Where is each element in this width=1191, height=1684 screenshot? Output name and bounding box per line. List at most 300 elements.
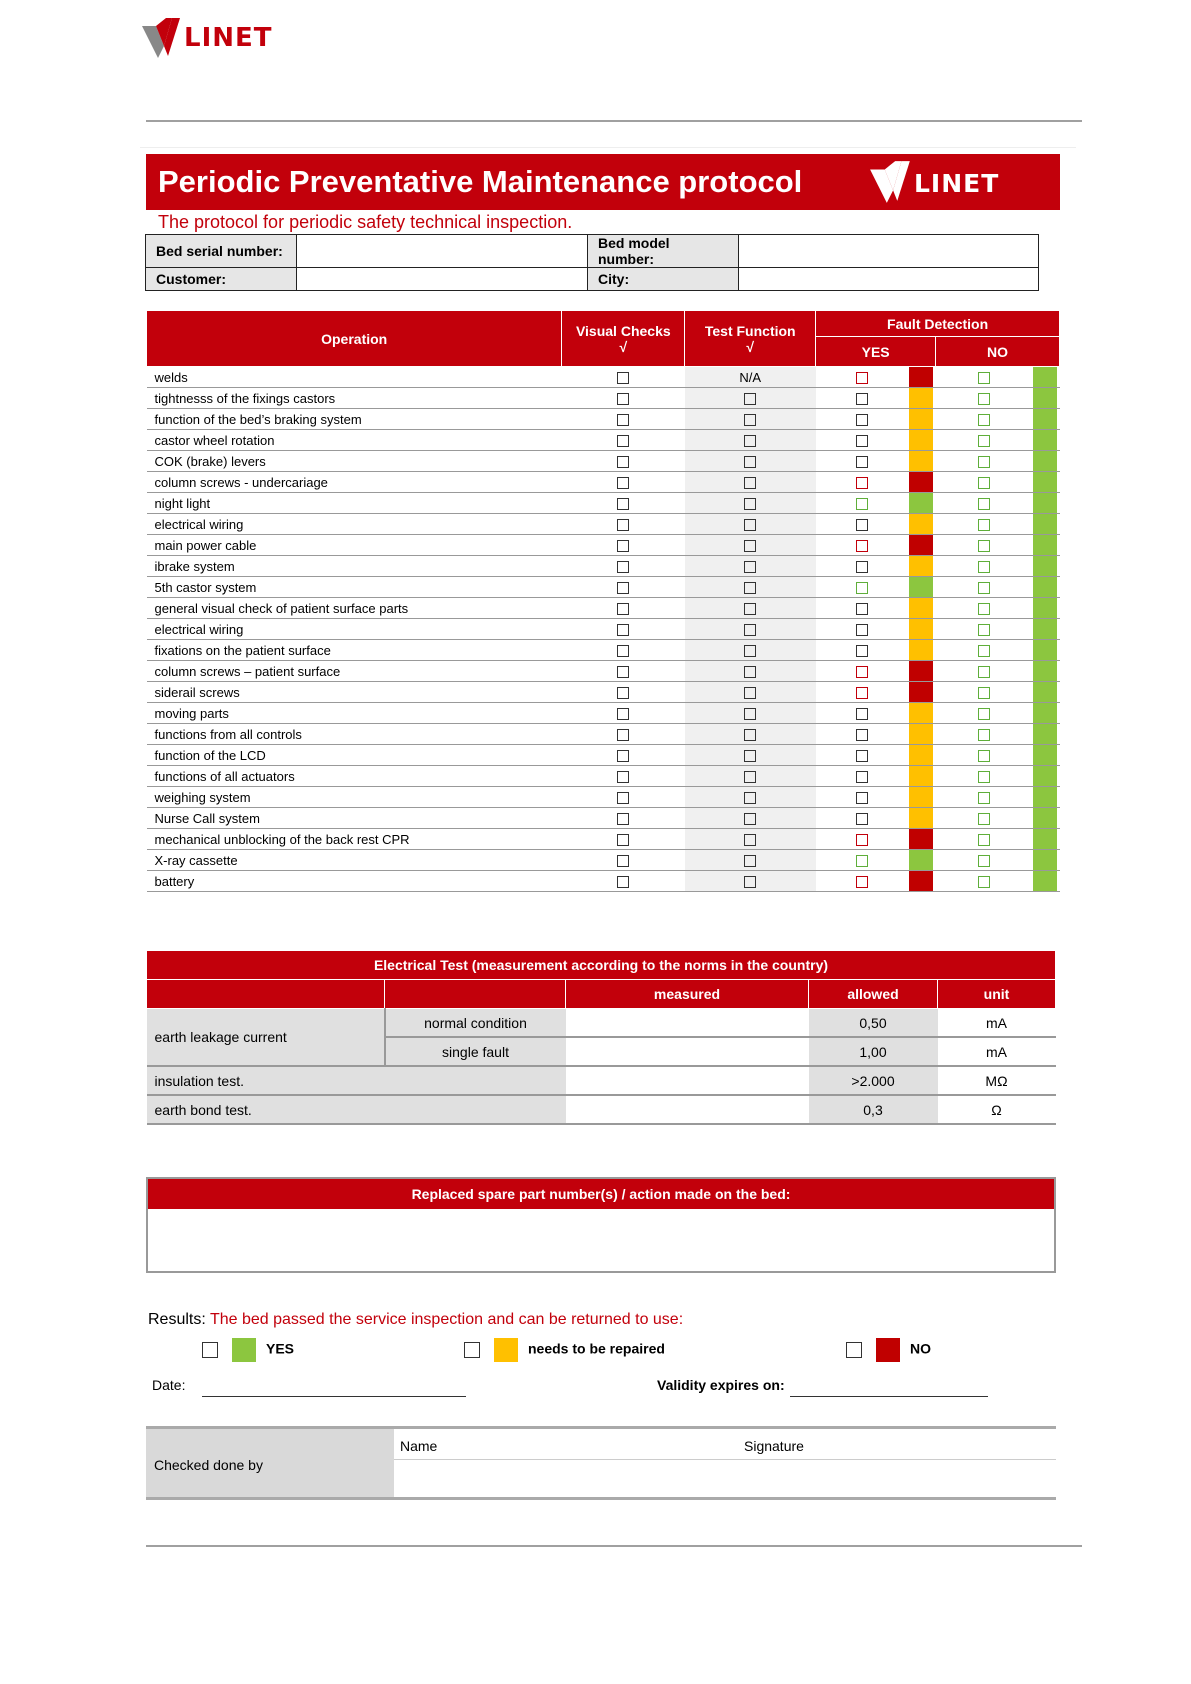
fault-no-cell xyxy=(936,619,1033,640)
normal-condition-measured[interactable] xyxy=(566,1009,809,1038)
name-field[interactable] xyxy=(394,1459,694,1497)
fault-yes-swatch xyxy=(909,619,933,639)
visual-check-checkbox[interactable] xyxy=(617,519,629,531)
fault-yes-checkbox[interactable] xyxy=(856,435,868,447)
date-field[interactable] xyxy=(202,1396,466,1397)
table-row xyxy=(147,472,1060,493)
fault-no-checkbox[interactable] xyxy=(978,666,990,678)
bed-model-field[interactable] xyxy=(739,235,1039,268)
test-function-checkbox[interactable] xyxy=(744,519,756,531)
test-function-cell xyxy=(685,619,816,640)
fault-yes-checkbox[interactable] xyxy=(856,708,868,720)
fault-no-checkbox[interactable] xyxy=(978,624,990,636)
fault-yes-swatch xyxy=(909,829,933,849)
fault-yes-swatch-cell xyxy=(909,871,935,892)
result-repair[interactable] xyxy=(464,1338,665,1362)
fault-yes-checkbox[interactable] xyxy=(856,792,868,804)
operation-label: 5th castor system xyxy=(147,577,562,598)
fault-yes-cell xyxy=(816,640,909,661)
fault-no-cell xyxy=(936,808,1033,829)
fault-no-checkbox[interactable] xyxy=(978,750,990,762)
electrical-col-unit: unit xyxy=(938,980,1056,1009)
table-row xyxy=(147,556,1060,577)
electrical-col-blank-1 xyxy=(147,980,385,1009)
fault-no-cell xyxy=(936,577,1033,598)
fault-yes-cell xyxy=(816,850,909,871)
fault-no-swatch-cell xyxy=(1033,472,1059,493)
fault-no-swatch xyxy=(1033,724,1057,744)
test-function-checkbox[interactable] xyxy=(744,771,756,783)
page-title: Periodic Preventative Maintenance protocol xyxy=(158,164,803,199)
fault-no-cell xyxy=(936,556,1033,577)
fault-yes-checkbox[interactable] xyxy=(856,477,868,489)
insulation-label: insulation test. xyxy=(147,1066,566,1095)
fault-yes-checkbox[interactable] xyxy=(856,519,868,531)
fault-no-swatch xyxy=(1033,703,1057,723)
fault-no-cell xyxy=(936,703,1033,724)
fault-yes-swatch-cell xyxy=(909,388,935,409)
visual-check-cell xyxy=(562,409,685,430)
col-operation: Operation xyxy=(147,311,562,367)
fault-no-cell xyxy=(936,472,1033,493)
test-function-checkbox[interactable] xyxy=(744,603,756,615)
test-function-checkbox[interactable] xyxy=(744,792,756,804)
fault-yes-cell xyxy=(816,535,909,556)
visual-check-checkbox[interactable] xyxy=(617,603,629,615)
test-function-cell xyxy=(685,388,816,409)
visual-check-cell xyxy=(562,598,685,619)
signature-label: Signature xyxy=(744,1438,804,1454)
fault-yes-cell xyxy=(816,787,909,808)
operation-label: X-ray cassette xyxy=(147,850,562,871)
fault-yes-checkbox[interactable] xyxy=(856,687,868,699)
test-function-cell xyxy=(685,409,816,430)
spare-parts-field[interactable] xyxy=(148,1209,1054,1271)
result-no-checkbox[interactable] xyxy=(846,1342,862,1358)
col-test-function-mark: √ xyxy=(746,338,755,355)
test-function-cell xyxy=(685,556,816,577)
fault-yes-checkbox[interactable] xyxy=(856,834,868,846)
fault-yes-swatch-cell xyxy=(909,367,935,388)
fault-yes-checkbox[interactable] xyxy=(856,498,868,510)
test-function-checkbox[interactable] xyxy=(744,750,756,762)
table-row xyxy=(147,451,1060,472)
fault-no-cell xyxy=(936,766,1033,787)
fault-no-swatch-cell xyxy=(1033,766,1059,787)
earth-bond-measured[interactable] xyxy=(566,1095,809,1124)
fault-no-checkbox[interactable] xyxy=(978,561,990,573)
fault-no-checkbox[interactable] xyxy=(978,477,990,489)
fault-yes-cell xyxy=(816,598,909,619)
visual-check-checkbox[interactable] xyxy=(617,813,629,825)
visual-check-cell xyxy=(562,577,685,598)
operation-label: welds xyxy=(147,367,562,388)
operation-label: Nurse Call system xyxy=(147,808,562,829)
fault-yes-cell xyxy=(816,577,909,598)
visual-check-checkbox[interactable] xyxy=(617,435,629,447)
bed-model-label: Bed model number: xyxy=(588,235,739,268)
operation-label: tightnesss of the fixings castors xyxy=(147,388,562,409)
fault-no-checkbox[interactable] xyxy=(978,414,990,426)
checked-done-by-label: Checked done by xyxy=(154,1457,263,1473)
result-no[interactable] xyxy=(846,1338,931,1362)
operation-label: function of the bed’s braking system xyxy=(147,409,562,430)
fault-no-swatch xyxy=(1033,682,1057,702)
test-function-cell xyxy=(685,640,816,661)
fault-no-checkbox[interactable] xyxy=(978,582,990,594)
fault-yes-cell xyxy=(816,472,909,493)
table-row xyxy=(147,514,1060,535)
fault-yes-swatch xyxy=(909,745,933,765)
fault-no-swatch-cell xyxy=(1033,808,1059,829)
visual-check-checkbox[interactable] xyxy=(617,855,629,867)
fault-no-cell xyxy=(936,682,1033,703)
test-function-checkbox[interactable] xyxy=(744,666,756,678)
fault-yes-cell xyxy=(816,766,909,787)
fault-yes-swatch-cell xyxy=(909,661,935,682)
fault-yes-cell xyxy=(816,724,909,745)
fault-yes-cell xyxy=(816,703,909,724)
fault-no-checkbox[interactable] xyxy=(978,771,990,783)
fault-no-checkbox[interactable] xyxy=(978,498,990,510)
city-field[interactable] xyxy=(739,268,1039,291)
fault-no-checkbox[interactable] xyxy=(978,393,990,405)
fault-yes-checkbox[interactable] xyxy=(856,603,868,615)
test-function-cell xyxy=(685,787,816,808)
fault-no-checkbox[interactable] xyxy=(978,834,990,846)
visual-check-cell xyxy=(562,640,685,661)
table-row xyxy=(147,640,1060,661)
fault-yes-checkbox[interactable] xyxy=(856,813,868,825)
fault-no-swatch-cell xyxy=(1033,409,1059,430)
fault-yes-cell xyxy=(816,556,909,577)
banner-logo-wordmark: LINET xyxy=(914,169,1000,198)
bed-info-table xyxy=(145,234,1039,291)
visual-check-cell xyxy=(562,619,685,640)
test-function-checkbox[interactable] xyxy=(744,624,756,636)
fault-no-swatch-cell xyxy=(1033,640,1059,661)
title-banner xyxy=(146,154,1060,210)
test-function-checkbox[interactable] xyxy=(744,435,756,447)
fault-yes-checkbox[interactable] xyxy=(856,372,868,384)
visual-check-cell xyxy=(562,787,685,808)
fault-yes-checkbox[interactable] xyxy=(856,729,868,741)
fault-yes-swatch xyxy=(909,787,933,807)
test-function-checkbox[interactable] xyxy=(744,393,756,405)
test-function-cell xyxy=(685,472,816,493)
result-yes[interactable] xyxy=(202,1338,294,1362)
fault-no-swatch-cell xyxy=(1033,661,1059,682)
visual-check-checkbox[interactable] xyxy=(617,876,629,888)
fault-no-cell xyxy=(936,388,1033,409)
fault-no-checkbox[interactable] xyxy=(978,687,990,699)
fault-no-swatch-cell xyxy=(1033,745,1059,766)
col-fault-detection: Fault Detection xyxy=(816,311,1060,337)
fault-yes-swatch-cell xyxy=(909,808,935,829)
fault-no-swatch xyxy=(1033,850,1057,870)
fault-yes-checkbox[interactable] xyxy=(856,540,868,552)
fault-yes-checkbox[interactable] xyxy=(856,666,868,678)
fault-no-swatch xyxy=(1033,577,1057,597)
fault-no-checkbox[interactable] xyxy=(978,456,990,468)
linet-logo xyxy=(142,16,292,62)
fault-no-swatch xyxy=(1033,535,1057,555)
fault-no-swatch xyxy=(1033,829,1057,849)
fault-no-swatch-cell xyxy=(1033,535,1059,556)
footer-rule xyxy=(146,1545,1082,1547)
table-row xyxy=(147,829,1060,850)
fault-no-checkbox[interactable] xyxy=(978,603,990,615)
test-function-checkbox[interactable] xyxy=(744,561,756,573)
linet-logo-icon xyxy=(142,16,182,60)
fault-yes-checkbox[interactable] xyxy=(856,561,868,573)
test-function-checkbox[interactable] xyxy=(744,876,756,888)
fault-yes-swatch-cell xyxy=(909,787,935,808)
test-function-checkbox[interactable] xyxy=(744,813,756,825)
visual-check-checkbox[interactable] xyxy=(617,540,629,552)
fault-no-cell xyxy=(936,598,1033,619)
fault-yes-cell xyxy=(816,871,909,892)
fault-yes-swatch-cell xyxy=(909,703,935,724)
fault-yes-checkbox[interactable] xyxy=(856,414,868,426)
visual-check-checkbox[interactable] xyxy=(617,750,629,762)
results-text: The bed passed the service inspection and can be returned to use: xyxy=(209,1311,684,1328)
visual-check-cell xyxy=(562,724,685,745)
visual-check-cell xyxy=(562,808,685,829)
visual-check-cell xyxy=(562,430,685,451)
test-function-checkbox[interactable] xyxy=(744,498,756,510)
fault-yes-swatch xyxy=(909,556,933,576)
signoff-box xyxy=(146,1426,1056,1500)
test-function-checkbox[interactable] xyxy=(744,414,756,426)
fault-yes-cell xyxy=(816,808,909,829)
test-function-checkbox[interactable] xyxy=(744,834,756,846)
fault-yes-swatch xyxy=(909,514,933,534)
table-row xyxy=(147,619,1060,640)
result-yes-checkbox[interactable] xyxy=(202,1342,218,1358)
fault-no-cell xyxy=(936,787,1033,808)
table-row xyxy=(147,850,1060,871)
operation-label: ibrake system xyxy=(147,556,562,577)
header-rule xyxy=(146,120,1082,122)
fault-yes-swatch-cell xyxy=(909,619,935,640)
visual-check-cell xyxy=(562,388,685,409)
test-function-checkbox[interactable] xyxy=(744,456,756,468)
visual-check-checkbox[interactable] xyxy=(617,729,629,741)
fault-no-swatch-cell xyxy=(1033,703,1059,724)
visual-check-checkbox[interactable] xyxy=(617,771,629,783)
fault-yes-swatch xyxy=(909,598,933,618)
fault-yes-checkbox[interactable] xyxy=(856,393,868,405)
fault-yes-cell xyxy=(816,493,909,514)
single-fault-label: single fault xyxy=(385,1037,566,1066)
fault-no-swatch xyxy=(1033,409,1057,429)
test-function-cell xyxy=(685,871,816,892)
test-function-cell xyxy=(685,493,816,514)
table-row xyxy=(147,367,1060,388)
test-function-checkbox[interactable] xyxy=(744,708,756,720)
test-function-cell xyxy=(685,535,816,556)
visual-check-checkbox[interactable] xyxy=(617,456,629,468)
fault-no-swatch-cell xyxy=(1033,682,1059,703)
fault-yes-swatch xyxy=(909,703,933,723)
fault-no-checkbox[interactable] xyxy=(978,708,990,720)
fault-yes-cell xyxy=(816,745,909,766)
fault-no-swatch xyxy=(1033,640,1057,660)
visual-check-checkbox[interactable] xyxy=(617,498,629,510)
validity-field[interactable] xyxy=(790,1396,988,1397)
fault-yes-swatch xyxy=(909,682,933,702)
fault-no-checkbox[interactable] xyxy=(978,792,990,804)
fault-no-cell xyxy=(936,409,1033,430)
fault-yes-checkbox[interactable] xyxy=(856,456,868,468)
fault-no-swatch xyxy=(1033,367,1057,387)
fault-yes-swatch xyxy=(909,367,933,387)
visual-check-checkbox[interactable] xyxy=(617,372,629,384)
operation-label: night light xyxy=(147,493,562,514)
visual-check-checkbox[interactable] xyxy=(617,624,629,636)
signoff-label-cell xyxy=(146,1429,394,1497)
visual-check-checkbox[interactable] xyxy=(617,834,629,846)
bed-serial-label: Bed serial number: xyxy=(146,235,297,268)
result-repair-checkbox[interactable] xyxy=(464,1342,480,1358)
results-label: Results: xyxy=(148,1311,206,1328)
name-label: Name xyxy=(400,1438,438,1454)
test-function-checkbox[interactable] xyxy=(744,687,756,699)
signature-field[interactable] xyxy=(706,1459,1056,1497)
visual-check-checkbox[interactable] xyxy=(617,708,629,720)
customer-field[interactable] xyxy=(297,268,588,291)
fault-no-swatch xyxy=(1033,472,1057,492)
fault-yes-checkbox[interactable] xyxy=(856,624,868,636)
fault-yes-swatch-cell xyxy=(909,724,935,745)
fault-yes-checkbox[interactable] xyxy=(856,876,868,888)
insulation-measured[interactable] xyxy=(566,1066,809,1095)
fault-no-swatch-cell xyxy=(1033,367,1059,388)
fault-no-swatch-cell xyxy=(1033,871,1059,892)
col-yes: YES xyxy=(816,337,936,367)
fault-yes-checkbox[interactable] xyxy=(856,855,868,867)
visual-check-cell xyxy=(562,745,685,766)
result-no-swatch xyxy=(876,1338,900,1362)
fault-yes-checkbox[interactable] xyxy=(856,582,868,594)
fault-yes-swatch xyxy=(909,808,933,828)
bed-serial-field[interactable] xyxy=(297,235,588,268)
fault-no-swatch-cell xyxy=(1033,829,1059,850)
visual-check-cell xyxy=(562,766,685,787)
fault-no-checkbox[interactable] xyxy=(978,372,990,384)
banner-logo xyxy=(870,159,1030,205)
fault-no-checkbox[interactable] xyxy=(978,855,990,867)
fault-no-swatch-cell xyxy=(1033,430,1059,451)
visual-check-checkbox[interactable] xyxy=(617,645,629,657)
fault-no-checkbox[interactable] xyxy=(978,729,990,741)
visual-check-cell xyxy=(562,850,685,871)
fault-no-swatch xyxy=(1033,745,1057,765)
visual-check-checkbox[interactable] xyxy=(617,582,629,594)
fault-no-swatch xyxy=(1033,787,1057,807)
fault-yes-cell xyxy=(816,682,909,703)
fault-no-swatch-cell xyxy=(1033,577,1059,598)
fault-no-swatch-cell xyxy=(1033,724,1059,745)
col-test-function-label: Test Function xyxy=(704,322,796,339)
fault-yes-swatch xyxy=(909,472,933,492)
fault-no-checkbox[interactable] xyxy=(978,645,990,657)
test-function-checkbox[interactable] xyxy=(744,645,756,657)
signoff-header-row xyxy=(394,1429,1056,1460)
result-yes-swatch xyxy=(232,1338,256,1362)
fault-no-swatch xyxy=(1033,766,1057,786)
fault-yes-cell xyxy=(816,430,909,451)
fault-yes-swatch-cell xyxy=(909,451,935,472)
fault-yes-cell xyxy=(816,388,909,409)
single-fault-unit: mA xyxy=(938,1037,1056,1066)
visual-check-checkbox[interactable] xyxy=(617,414,629,426)
fault-no-checkbox[interactable] xyxy=(978,876,990,888)
single-fault-measured[interactable] xyxy=(566,1037,809,1066)
visual-check-checkbox[interactable] xyxy=(617,792,629,804)
fault-yes-swatch xyxy=(909,409,933,429)
date-label: Date: xyxy=(152,1377,186,1393)
test-function-checkbox[interactable] xyxy=(744,582,756,594)
fault-no-cell xyxy=(936,514,1033,535)
table-row xyxy=(147,682,1060,703)
fault-no-cell xyxy=(936,493,1033,514)
fault-no-checkbox[interactable] xyxy=(978,519,990,531)
fault-no-swatch-cell xyxy=(1033,850,1059,871)
visual-check-cell xyxy=(562,556,685,577)
fault-no-checkbox[interactable] xyxy=(978,540,990,552)
visual-check-checkbox[interactable] xyxy=(617,393,629,405)
fault-yes-checkbox[interactable] xyxy=(856,750,868,762)
col-test-function xyxy=(685,311,816,367)
fault-no-checkbox[interactable] xyxy=(978,435,990,447)
fault-no-cell xyxy=(936,451,1033,472)
earth-bond-allowed: 0,3 xyxy=(809,1095,938,1124)
result-yes-label: YES xyxy=(266,1340,295,1357)
fault-no-swatch xyxy=(1033,514,1057,534)
table-row xyxy=(147,703,1060,724)
operation-label: fixations on the patient surface xyxy=(147,640,562,661)
test-function-cell xyxy=(685,577,816,598)
test-function-checkbox[interactable] xyxy=(744,729,756,741)
visual-check-checkbox[interactable] xyxy=(617,561,629,573)
fault-yes-swatch xyxy=(909,661,933,681)
table-row xyxy=(147,598,1060,619)
visual-check-checkbox[interactable] xyxy=(617,477,629,489)
table-row xyxy=(147,388,1060,409)
test-function-checkbox[interactable] xyxy=(744,855,756,867)
visual-check-checkbox[interactable] xyxy=(617,666,629,678)
fault-yes-swatch-cell xyxy=(909,577,935,598)
fault-no-checkbox[interactable] xyxy=(978,813,990,825)
table-row xyxy=(147,745,1060,766)
insulation-allowed: >2.000 xyxy=(809,1066,938,1095)
test-function-cell xyxy=(685,514,816,535)
fault-yes-swatch xyxy=(909,871,933,891)
test-function-checkbox[interactable] xyxy=(744,477,756,489)
visual-check-cell xyxy=(562,682,685,703)
operation-label: column screws – patient surface xyxy=(147,661,562,682)
operation-label: functions from all controls xyxy=(147,724,562,745)
table-row xyxy=(147,535,1060,556)
fault-yes-checkbox[interactable] xyxy=(856,771,868,783)
earth-leakage-label: earth leakage current xyxy=(147,1009,385,1067)
test-function-cell xyxy=(685,745,816,766)
test-function-checkbox[interactable] xyxy=(744,540,756,552)
fault-yes-checkbox[interactable] xyxy=(856,645,868,657)
visual-check-checkbox[interactable] xyxy=(617,687,629,699)
